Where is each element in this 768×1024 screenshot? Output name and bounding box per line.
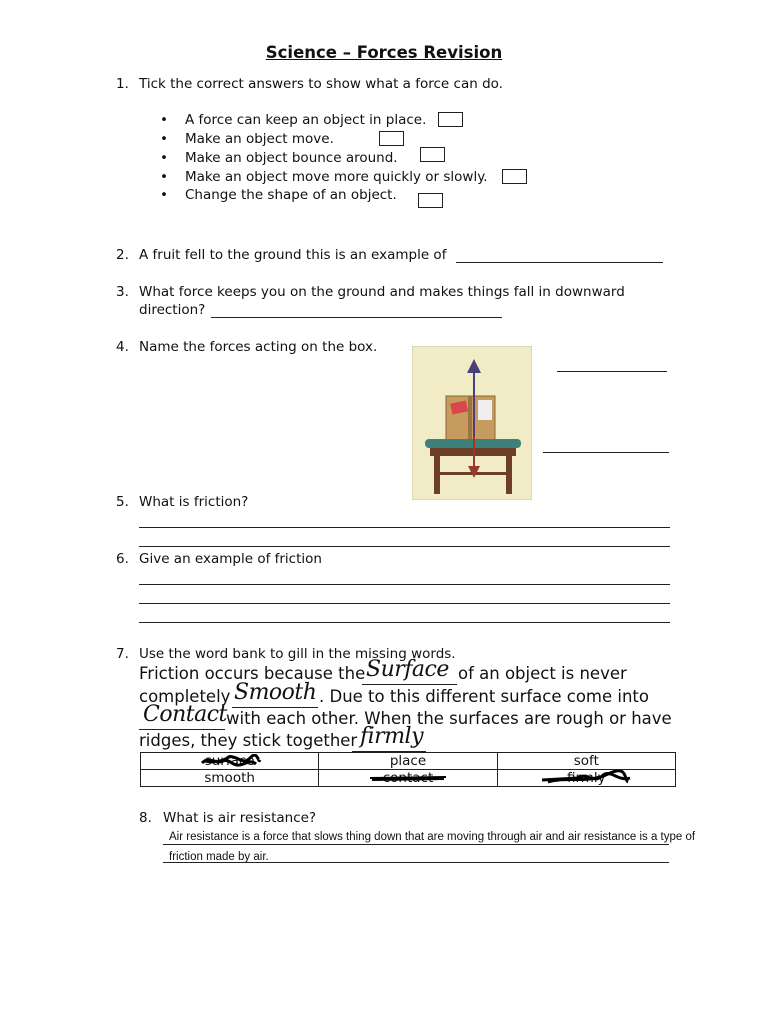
question-3-text-line2: direction? — [139, 302, 206, 318]
option-text: Change the shape of an object. — [185, 187, 397, 203]
word-bank-cell — [319, 770, 497, 787]
blank-1[interactable] — [362, 684, 457, 685]
downward-force-answer-line[interactable] — [543, 452, 669, 453]
cloze-line-2b: . Due to this different surface come into — [319, 687, 649, 706]
blank-2[interactable] — [232, 707, 318, 708]
option-text: Make an object bounce around. — [185, 150, 398, 166]
answer-line[interactable] — [139, 546, 670, 547]
question-1-text: Tick the correct answers to show what a force can do. — [139, 76, 503, 92]
bullet: • — [160, 112, 168, 128]
handwritten-answer-3: Contact — [143, 702, 227, 727]
answer-line[interactable] — [139, 603, 670, 604]
upward-force-answer-line[interactable] — [557, 371, 667, 372]
answer-line[interactable] — [211, 317, 502, 318]
blank-3[interactable] — [139, 729, 225, 730]
question-7-text: Use the word bank to gill in the missing words. — [139, 646, 456, 662]
table-row — [141, 770, 676, 787]
answer-line[interactable] — [139, 527, 670, 528]
answer-line[interactable] — [163, 862, 669, 863]
option-text: Make an object move more quickly or slowly. — [185, 169, 488, 185]
bullet: • — [160, 150, 168, 166]
tick-box[interactable] — [418, 193, 443, 208]
cloze-line-4: ridges, they stick together — [139, 731, 358, 750]
answer-line[interactable] — [163, 844, 669, 845]
handwritten-answer-1: Surface — [366, 657, 449, 682]
word-bank-word: soft — [573, 753, 599, 769]
crossed-out-scribble — [368, 772, 448, 784]
answer-line[interactable] — [139, 584, 670, 585]
question-6-text: Give an example of friction — [139, 551, 322, 567]
cloze-line-3: with each other. When the surfaces are rough or have — [226, 709, 672, 728]
question-5-number: 5. — [116, 494, 129, 510]
question-8-answer-line2: friction made by air. — [169, 851, 269, 863]
answer-line[interactable] — [456, 262, 663, 263]
word-bank-word: surface — [204, 753, 255, 769]
handwritten-answer-2: Smooth — [234, 680, 317, 705]
table-row — [141, 753, 676, 770]
word-bank-cell — [141, 753, 319, 770]
question-8-text: What is air resistance? — [163, 810, 317, 826]
question-4-number: 4. — [116, 339, 129, 355]
question-1-number: 1. — [116, 76, 129, 92]
crossed-out-scribble — [198, 754, 262, 768]
bullet: • — [160, 187, 168, 203]
word-bank-cell — [319, 753, 497, 770]
bullet: • — [160, 169, 168, 185]
cloze-line-1b: of an object is never — [458, 664, 627, 683]
option-text: Make an object move. — [185, 131, 334, 147]
question-8-number: 8. — [139, 810, 152, 826]
cloze-line-2a: completely — [139, 687, 231, 706]
box-on-table-picture — [412, 346, 532, 500]
word-bank-cell — [141, 770, 319, 787]
question-2-text: A fruit fell to the ground this is an example of — [139, 247, 447, 263]
word-bank-word: smooth — [204, 770, 255, 786]
tick-box[interactable] — [379, 131, 404, 146]
word-bank-word: firmly — [566, 770, 606, 786]
tick-box[interactable] — [420, 147, 445, 162]
tick-box[interactable] — [438, 112, 463, 127]
crossed-out-scribble — [538, 770, 634, 786]
word-bank-cell — [497, 753, 675, 770]
word-bank-word: place — [389, 753, 427, 769]
word-bank-table — [140, 752, 676, 787]
bullet: • — [160, 131, 168, 147]
handwritten-answer-4: firmly — [360, 724, 424, 749]
word-bank-cell — [497, 770, 675, 787]
option-text: A force can keep an object in place. — [185, 112, 427, 128]
question-2-number: 2. — [116, 247, 129, 263]
question-7-number: 7. — [116, 646, 129, 662]
question-6-number: 6. — [116, 551, 129, 567]
question-3-number: 3. — [116, 284, 129, 300]
cloze-line-1a: Friction occurs because the — [139, 664, 366, 683]
page-title: Science – Forces Revision — [265, 43, 503, 62]
question-3-text-line1: What force keeps you on the ground and makes things fall in downward — [139, 284, 625, 300]
question-5-text: What is friction? — [139, 494, 249, 510]
word-bank-word: contact — [382, 770, 434, 786]
tick-box[interactable] — [502, 169, 527, 184]
answer-line[interactable] — [139, 622, 670, 623]
question-4-text: Name the forces acting on the box. — [139, 339, 378, 355]
question-8-answer-line1: Air resistance is a force that slows thing down that are moving through air and air resistance is a type of — [169, 831, 696, 843]
